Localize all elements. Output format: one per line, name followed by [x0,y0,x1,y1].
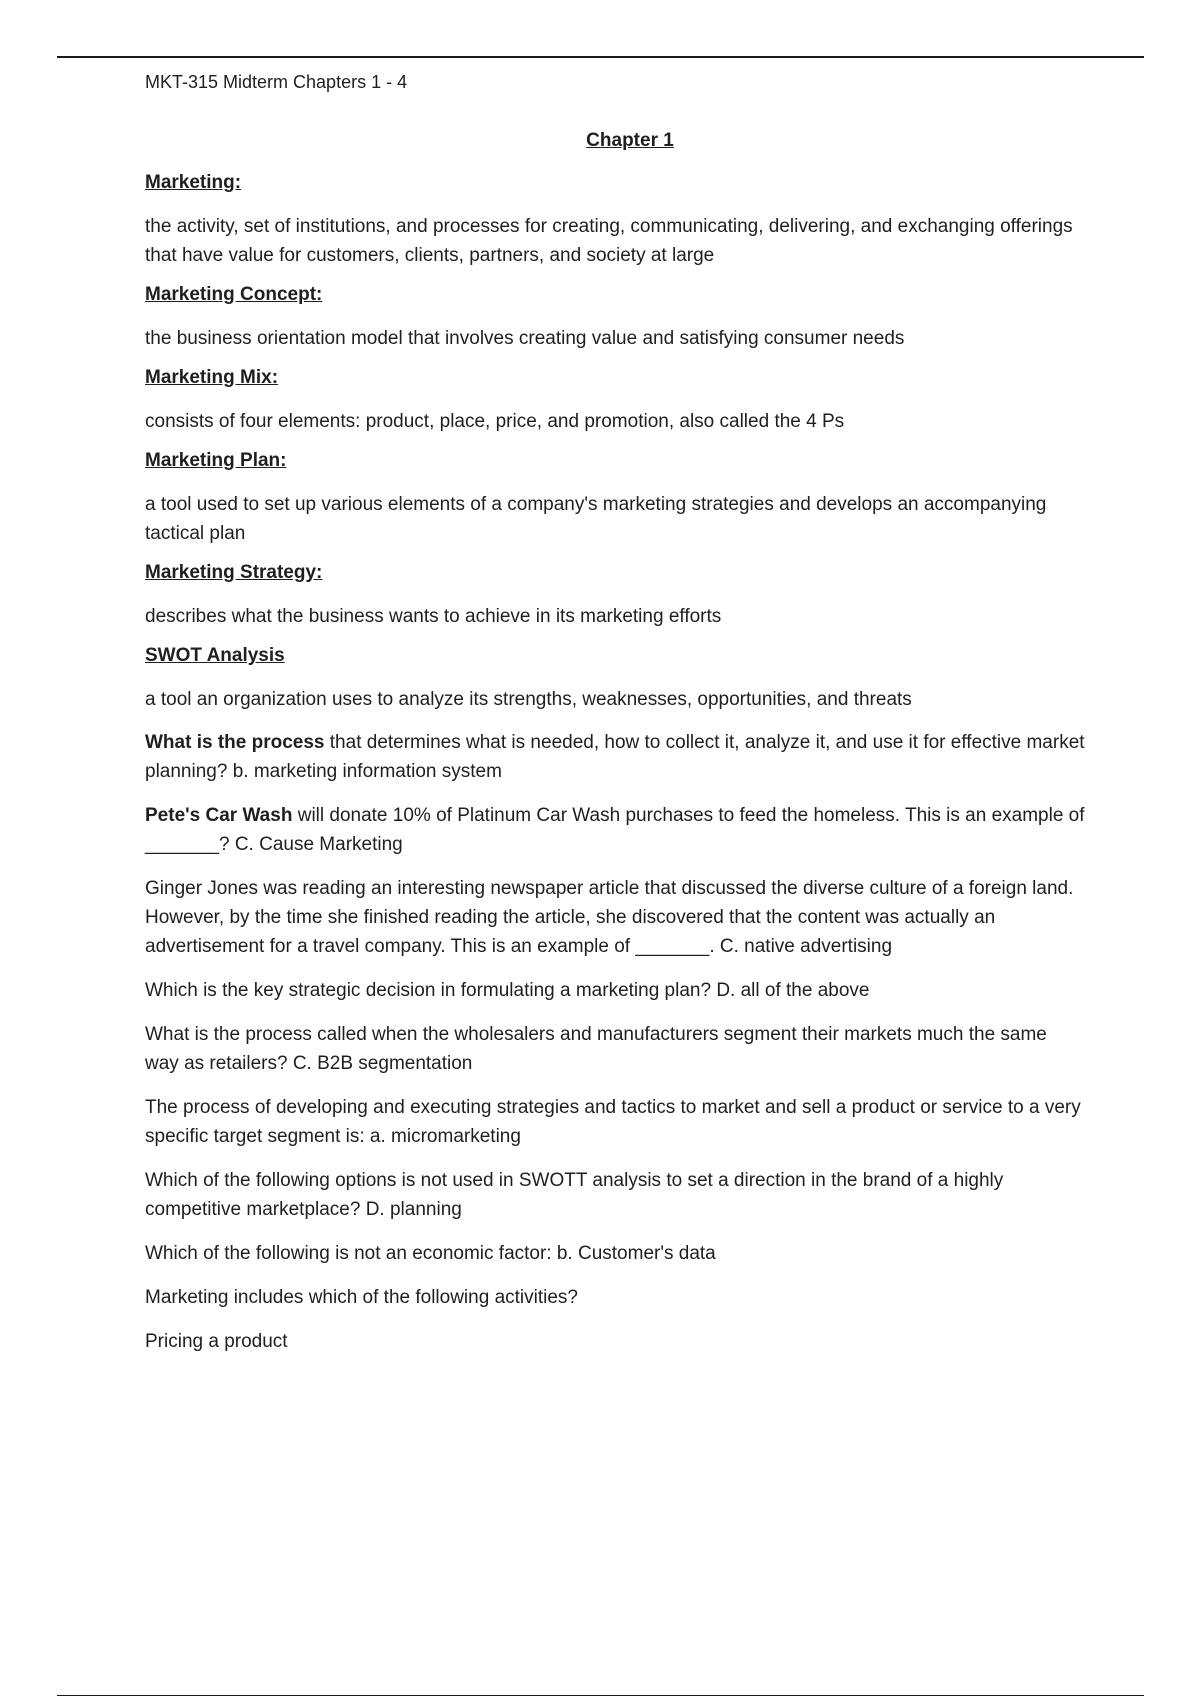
question-item [145,1020,1085,1078]
question-text: What is the process called when the wholesalers and manufacturers segment their markets much the same way as retailers? C. B2B segmentation [145,1024,1047,1074]
term-heading: Marketing Mix: [145,367,279,388]
term-block [145,450,1085,548]
term-definition: a tool an organization uses to analyze its strengths, weaknesses, opportunities, and threats [145,689,912,710]
term-block [145,645,1085,714]
term-definition: describes what the business wants to achieve in its marketing efforts [145,606,722,627]
term-block [145,284,1085,353]
question-text: Which is the key strategic decision in formulating a marketing plan? D. all of the above [145,980,870,1001]
question-text: will donate 10% of Platinum Car Wash purchases to feed the homeless. This is an example of _______? C. Cause Marketing [145,805,1085,855]
question-lead: What is the process [145,732,325,753]
question-item [145,1166,1085,1224]
term-heading: Marketing: [145,172,242,193]
question-text: Marketing includes which of the following activities? [145,1287,578,1308]
question-item [145,976,1085,1005]
term-heading: SWOT Analysis [145,645,285,666]
question-item [145,1283,1085,1312]
term-heading: Marketing Plan: [145,450,287,471]
term-block [145,172,1085,270]
term-definition: a tool used to set up various elements of a company's marketing strategies and develops an accompanying tactical plan [145,494,1047,544]
question-item [145,1327,1085,1356]
top-rule [57,56,1144,58]
question-item [145,728,1085,786]
question-item [145,874,1085,961]
term-heading: Marketing Strategy: [145,562,323,583]
question-lead: Pete's Car Wash [145,805,293,826]
term-block [145,367,1085,436]
course-header: MKT-315 Midterm Chapters 1 - 4 [145,72,408,92]
term-definition: the business orientation model that involves creating value and satisfying consumer needs [145,328,905,349]
question-text: Which of the following options is not used in SWOTT analysis to set a direction in the brand of a highly competitive marketplace? D. planning [145,1170,1004,1220]
document-body [145,72,1085,1371]
question-text: that determines what is needed, how to collect it, analyze it, and use it for effective market planning? b. marketing information system [145,732,1085,782]
question-item [145,1239,1085,1268]
question-text: The process of developing and executing strategies and tactics to market and sell a product or service to a very specific target segment is: a. micromarketing [145,1097,1081,1147]
question-text: Pricing a product [145,1331,288,1352]
term-definition: the activity, set of institutions, and processes for creating, communicating, delivering, and exchanging offerings that have value for customers, clients, partners, and society at large [145,216,1073,266]
question-item [145,1093,1085,1151]
term-definition: consists of four elements: product, place, price, and promotion, also called the 4 Ps [145,411,845,432]
term-heading: Marketing Concept: [145,284,323,305]
chapter-title: Chapter 1 [586,130,674,151]
question-text: Ginger Jones was reading an interesting newspaper article that discussed the diverse culture of a foreign land. However, by the time she finished reading the article, she discovered that the content was actually an advertisement for a travel company. This is an example of _______. C. native advertising [145,878,1074,957]
bottom-rule [57,1695,1144,1696]
term-block [145,562,1085,631]
question-text: Which of the following is not an economic factor: b. Customer's data [145,1243,716,1264]
question-item [145,801,1085,859]
